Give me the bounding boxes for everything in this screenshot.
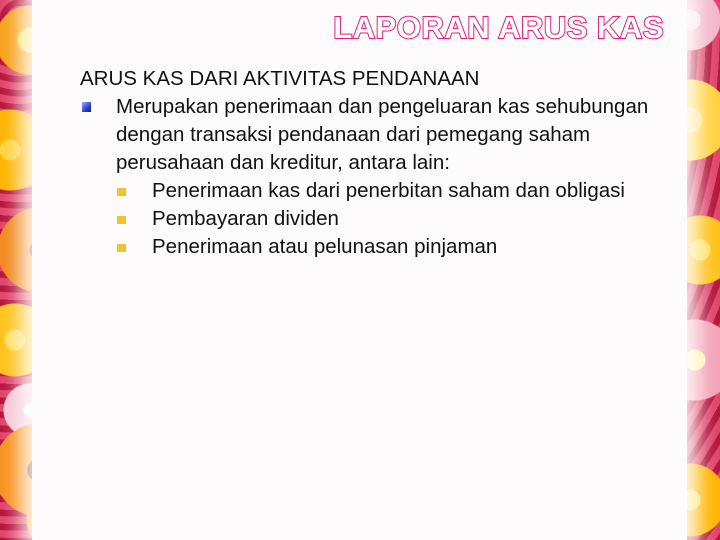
yellow-square-bullet-icon bbox=[117, 244, 126, 252]
slide-title: LAPORAN ARUS KAS bbox=[333, 10, 664, 45]
sub-bullet-text: Penerimaan kas dari penerbitan saham dan obligasi bbox=[152, 179, 625, 202]
slide-content bbox=[80, 65, 670, 261]
sub-bullet-item bbox=[80, 177, 670, 205]
sub-bullet-text: Pembayaran dividen bbox=[152, 207, 339, 230]
bullet-point bbox=[80, 93, 670, 177]
yellow-square-bullet-icon bbox=[117, 188, 126, 196]
sub-bullet-item bbox=[80, 233, 670, 261]
sub-bullet-text: Penerimaan atau pelunasan pinjaman bbox=[152, 235, 498, 258]
section-heading: ARUS KAS DARI AKTIVITAS PENDANAAN bbox=[80, 67, 480, 90]
blue-square-bullet-icon bbox=[82, 102, 91, 112]
yellow-square-bullet-icon bbox=[117, 216, 126, 224]
bullet-point-text: Merupakan penerimaan dan pengeluaran kas sehubungan dengan transaksi pendanaan dari pemegang saham perusahaan dan kreditur, antara lain: bbox=[116, 95, 649, 174]
sub-bullet-list bbox=[80, 177, 670, 261]
sub-bullet-item bbox=[80, 205, 670, 233]
